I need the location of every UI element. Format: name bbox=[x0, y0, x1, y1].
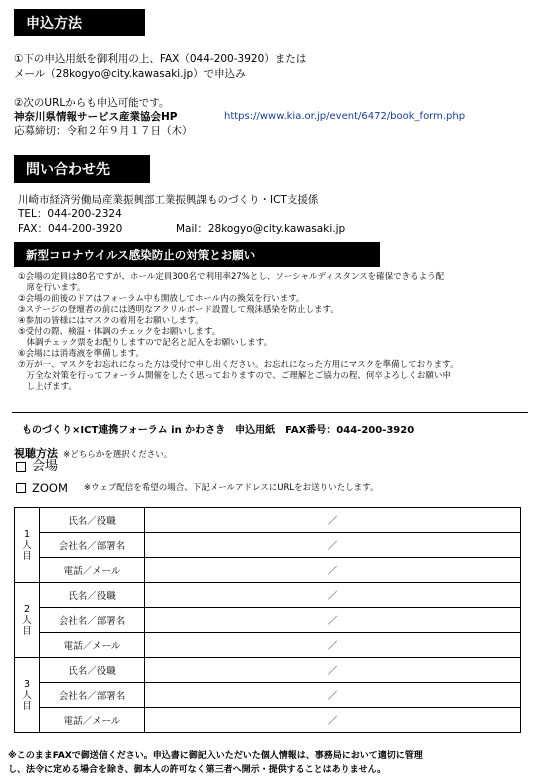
covid-item: ⑤受付の際、検温・体調のチェックをお願いします。 bbox=[18, 327, 221, 337]
covid-item: 席を行います。 bbox=[18, 283, 86, 293]
field-input[interactable]: ／ bbox=[145, 658, 521, 683]
group-label-cell bbox=[15, 583, 40, 658]
contact-mail: Mail：28kogyo@city.kawasaki.jp bbox=[176, 223, 346, 235]
field-label: 電話／メール bbox=[40, 633, 145, 658]
table-row bbox=[15, 708, 521, 733]
table-row bbox=[15, 583, 521, 608]
footer-note-2: し、法令に定める場合を除き、御本人の許可なく第三者へ開示・提供することはありません。 bbox=[8, 765, 387, 775]
field-input[interactable]: ／ bbox=[145, 508, 521, 533]
option-zoom[interactable] bbox=[16, 481, 378, 495]
method-note: ※どちらかを選択ください。 bbox=[63, 450, 173, 460]
group-label: 1人目 bbox=[22, 528, 32, 562]
section-divider bbox=[12, 412, 528, 413]
venue-label: 会場 bbox=[32, 459, 59, 474]
method-label: 視聴方法 bbox=[14, 447, 58, 460]
field-label: 会社名／部署名 bbox=[40, 533, 145, 558]
covid-item: 万全な対策を行ってフォーラム開催をしたく思っておりますので、ご理解とご協力の程、何卒よろしくお願い申 bbox=[18, 371, 451, 381]
covid-item: ⑥会場には消毒液を準備します。 bbox=[18, 349, 144, 359]
field-label: 氏名／役職 bbox=[40, 508, 145, 533]
apply-deadline: 応募締切：令和２年９月１７日（木） bbox=[14, 125, 193, 137]
field-label: 氏名／役職 bbox=[40, 583, 145, 608]
field-label: 電話／メール bbox=[40, 558, 145, 583]
covid-item: し上げます。 bbox=[18, 382, 77, 392]
zoom-checkbox[interactable] bbox=[16, 483, 26, 493]
apply-line-2: メール（28kogyo@city.kawasaki.jp）で申込み bbox=[14, 68, 246, 80]
field-label: 氏名／役職 bbox=[40, 658, 145, 683]
contact-dept: 川崎市経済労働局産業振興部工業振興課ものづくり・ICT支援係 bbox=[18, 194, 319, 206]
field-input[interactable]: ／ bbox=[145, 633, 521, 658]
group-label-cell bbox=[15, 658, 40, 733]
field-label: 会社名／部署名 bbox=[40, 608, 145, 633]
covid-item: ③ステージの登壇者の前には透明なアクリルボード設置して飛沫感染を防止します。 bbox=[18, 305, 339, 315]
zoom-label: ZOOM bbox=[32, 481, 68, 495]
contact-heading: 問い合わせ先 bbox=[14, 155, 150, 183]
covid-item: ②会場の前後のドアはフォーラム中も開放してホール内の換気を行います。 bbox=[18, 294, 305, 304]
covid-heading: 新型コロナウイルス感染防止の対策とお願い bbox=[14, 242, 380, 267]
table-row bbox=[15, 533, 521, 558]
covid-item: ⑦万が一、マスクをお忘れになった方は受付で申し出ください。お忘れになった方用にマスクを準備しております。 bbox=[18, 360, 459, 370]
venue-checkbox[interactable] bbox=[16, 462, 26, 472]
apply-line-1: ①下の申込用紙を御利用の上、FAX（044-200-3920）または bbox=[14, 53, 307, 65]
field-input[interactable]: ／ bbox=[145, 683, 521, 708]
table-row bbox=[15, 658, 521, 683]
table-row bbox=[15, 508, 521, 533]
apply-hp-label: 神奈川県情報サービス産業協会HP bbox=[14, 111, 178, 123]
covid-item: ①会場の定員は80名ですが、ホール定員300名で利用率27%とし、ソーシャルディスタンスを確保できるよう配 bbox=[18, 272, 445, 282]
field-input[interactable]: ／ bbox=[145, 608, 521, 633]
field-label: 会社名／部署名 bbox=[40, 683, 145, 708]
field-input[interactable]: ／ bbox=[145, 533, 521, 558]
covid-list bbox=[18, 272, 458, 393]
group-label: 3人目 bbox=[22, 678, 32, 712]
option-venue[interactable] bbox=[16, 459, 58, 475]
table-row bbox=[15, 633, 521, 658]
table-row bbox=[15, 683, 521, 708]
field-label: 電話／メール bbox=[40, 708, 145, 733]
field-input[interactable]: ／ bbox=[145, 558, 521, 583]
table-row bbox=[15, 558, 521, 583]
group-label: 2人目 bbox=[22, 603, 32, 637]
group-label-cell bbox=[15, 508, 40, 583]
field-input[interactable]: ／ bbox=[145, 583, 521, 608]
form-title: ものづくり×ICT連携フォーラム in かわさき 申込用紙 FAX番号：044-200-3920 bbox=[22, 425, 415, 436]
contact-fax: FAX：044-200-3920 bbox=[18, 223, 123, 235]
zoom-note: ※ウェブ配信を希望の場合、下記メールアドレスにURLをお送りいたします。 bbox=[83, 482, 379, 493]
covid-item: 体調チェック票をお配りしますので記名と記入をお願いします。 bbox=[18, 338, 273, 348]
table-row bbox=[15, 608, 521, 633]
field-input[interactable]: ／ bbox=[145, 708, 521, 733]
apply-url-link[interactable]: https://www.kia.or.jp/event/6472/book_form.php bbox=[224, 111, 466, 122]
contact-tel: TEL：044-200-2324 bbox=[18, 208, 122, 220]
apply-line-3: ②次のURLからも申込可能です。 bbox=[14, 97, 170, 109]
application-table bbox=[14, 507, 521, 733]
apply-heading: 申込方法 bbox=[14, 9, 145, 36]
footer-note-1: ※このままFAXで御送信ください。申込書に御記入いただいた個人情報は、事務局において適切に管理 bbox=[8, 751, 423, 761]
covid-item: ④参加の皆様にはマスクの着用をお願いします。 bbox=[18, 316, 204, 326]
